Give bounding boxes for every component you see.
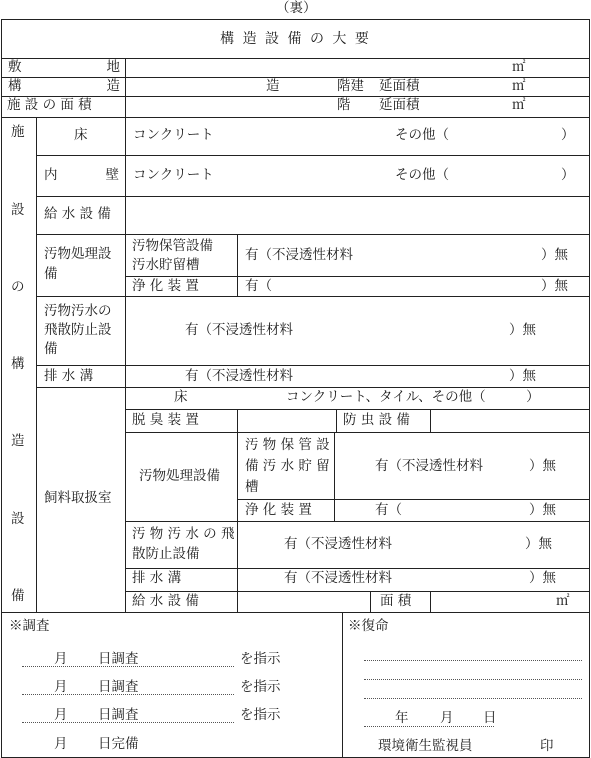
- vertical-label-4: 構: [11, 356, 25, 372]
- inner-wall-value: コンクリート: [133, 167, 214, 183]
- report-title: ※復命: [348, 618, 389, 634]
- feed-drain-label: 排 水 溝: [132, 570, 182, 586]
- feed-drain-value: 有（不浸透性材料: [284, 570, 392, 586]
- feed-storage-label-3: 槽: [245, 479, 259, 495]
- floor-other: その他（: [395, 127, 449, 143]
- site-unit: ㎡: [512, 59, 526, 75]
- feed-purif-field[interactable]: [400, 500, 526, 521]
- feed-purif-value: 有（: [375, 502, 402, 518]
- inner-wall-other-field[interactable]: [450, 163, 558, 189]
- feed-storage-field[interactable]: [492, 450, 526, 484]
- waste-label-1: 汚物処理設: [44, 246, 112, 262]
- facility-total-area: 延面積: [379, 97, 420, 113]
- scatter-label-3: 備: [44, 341, 58, 357]
- survey-complete-month: 月: [54, 736, 68, 752]
- feed-area-unit: ㎡: [556, 593, 570, 609]
- survey-complete-day: 日完備: [98, 736, 139, 752]
- vertical-label-5: 造: [11, 433, 25, 449]
- scatter-none: ）無: [509, 322, 536, 338]
- feed-water-label: 給 水 設 備: [132, 593, 199, 609]
- feed-storage-value: 有（不浸透性材料: [375, 458, 483, 474]
- floor-other-field[interactable]: [450, 124, 558, 148]
- drain-field[interactable]: [300, 366, 506, 387]
- feed-insect-label: 防 虫 設 備: [343, 412, 410, 428]
- inner-wall-other: その他（: [395, 167, 449, 183]
- feed-storage-none: ）無: [529, 458, 556, 474]
- drain-none: ）無: [509, 368, 536, 384]
- waste-storage-label-2: 汚水貯留槽: [132, 257, 200, 273]
- drain-label: 排 水 溝: [44, 368, 94, 384]
- feed-area-field[interactable]: [431, 592, 556, 612]
- structure-floors: 階建: [337, 78, 364, 94]
- survey-day-2: 日調査: [98, 679, 139, 695]
- waste-label-2: 備: [44, 266, 58, 282]
- feed-drain-none: ）無: [529, 570, 556, 586]
- water-supply-field[interactable]: [126, 197, 589, 234]
- feed-deodor-label: 脱 臭 装 置: [132, 412, 199, 428]
- feed-deodor-field[interactable]: [238, 410, 335, 432]
- drain-value: 有（不浸透性材料: [185, 368, 293, 384]
- scatter-field[interactable]: [300, 316, 506, 346]
- waste-purif-label: 浄 化 装 置: [132, 278, 199, 294]
- feed-room-label: 飼料取扱室: [44, 490, 112, 506]
- survey-title: ※調査: [9, 618, 50, 634]
- survey-month-2: 月: [54, 679, 68, 695]
- waste-storage-value: 有（不浸透性材料: [245, 247, 353, 263]
- site-label: 敷 地: [8, 59, 120, 75]
- waste-storage-field[interactable]: [360, 238, 538, 272]
- scatter-label-2: 飛散防止設: [44, 322, 112, 338]
- form-title: 構 造 設 備 の 大 要: [220, 31, 371, 47]
- waste-purif-value: 有（: [245, 278, 272, 294]
- feed-scatter-none: ）無: [525, 536, 552, 552]
- feed-scatter-label-2: 散防止設備: [132, 546, 200, 562]
- vertical-label-1: 施: [11, 124, 25, 140]
- inner-wall-label: 内 壁: [44, 167, 119, 183]
- survey-month-3: 月: [54, 707, 68, 723]
- facility-unit: ㎡: [512, 97, 526, 113]
- feed-purif-none: ）無: [529, 502, 556, 518]
- waste-storage-none: ）無: [541, 247, 568, 263]
- floor-value: コンクリート: [133, 127, 214, 143]
- survey-suffix-3: を指示: [240, 707, 281, 723]
- feed-waste-label: 汚物処理設備: [139, 468, 220, 484]
- floor-close: ）: [561, 127, 575, 143]
- vertical-label-6: 設: [11, 511, 25, 527]
- waste-purif-field[interactable]: [268, 277, 538, 296]
- vertical-label-3: の: [11, 279, 25, 295]
- facility-area-label: 施 設 の 面 積: [7, 97, 92, 113]
- survey-month-1: 月: [54, 651, 68, 667]
- report-month: 月: [440, 710, 454, 726]
- water-supply-label: 給 水 設 備: [44, 206, 111, 222]
- feed-floor-label: 床: [174, 389, 188, 405]
- feed-scatter-value: 有（不浸透性材料: [284, 536, 392, 552]
- vertical-label-7: 備: [11, 588, 25, 604]
- feed-area-label: 面 積: [380, 593, 412, 609]
- facility-floors: 階: [337, 97, 351, 113]
- feed-purif-label: 浄 化 装 置: [245, 502, 312, 518]
- structure-total-area: 延面積: [379, 78, 420, 94]
- structure-label: 構 造: [8, 78, 120, 94]
- survey-suffix-1: を指示: [240, 651, 281, 667]
- inner-wall-close: ）: [561, 167, 575, 183]
- survey-day-3: 日調査: [98, 707, 139, 723]
- waste-storage-label-1: 汚物保管設備: [132, 238, 213, 254]
- page-label: （裏）: [276, 0, 317, 16]
- report-seal: 印: [540, 738, 554, 754]
- structure-zou: 造: [266, 78, 280, 94]
- report-year: 年: [395, 710, 409, 726]
- structure-unit: ㎡: [512, 78, 526, 94]
- waste-purif-none: ）無: [541, 278, 568, 294]
- feed-insect-field[interactable]: [431, 410, 589, 432]
- feed-storage-label-1: 汚 物 保 管 設: [245, 437, 330, 453]
- survey-day-1: 日調査: [98, 651, 139, 667]
- floor-label: 床: [74, 127, 88, 143]
- feed-floor-value: コンクリート、タイル、その他（ ）: [286, 389, 540, 405]
- feed-water-field[interactable]: [238, 592, 370, 612]
- report-inspector: 環境衛生監視員: [378, 738, 473, 754]
- feed-scatter-label-1: 汚 物 汚 水 の 飛: [132, 526, 235, 542]
- survey-suffix-2: を指示: [240, 679, 281, 695]
- report-day: 日: [483, 710, 497, 726]
- feed-scatter-field[interactable]: [400, 530, 522, 560]
- feed-storage-label-2: 備 汚 水 貯 留: [245, 458, 330, 474]
- scatter-label-1: 汚物汚水の: [44, 303, 112, 319]
- scatter-value: 有（不浸透性材料: [185, 322, 293, 338]
- vertical-label-2: 設: [11, 202, 25, 218]
- feed-drain-field[interactable]: [400, 569, 526, 591]
